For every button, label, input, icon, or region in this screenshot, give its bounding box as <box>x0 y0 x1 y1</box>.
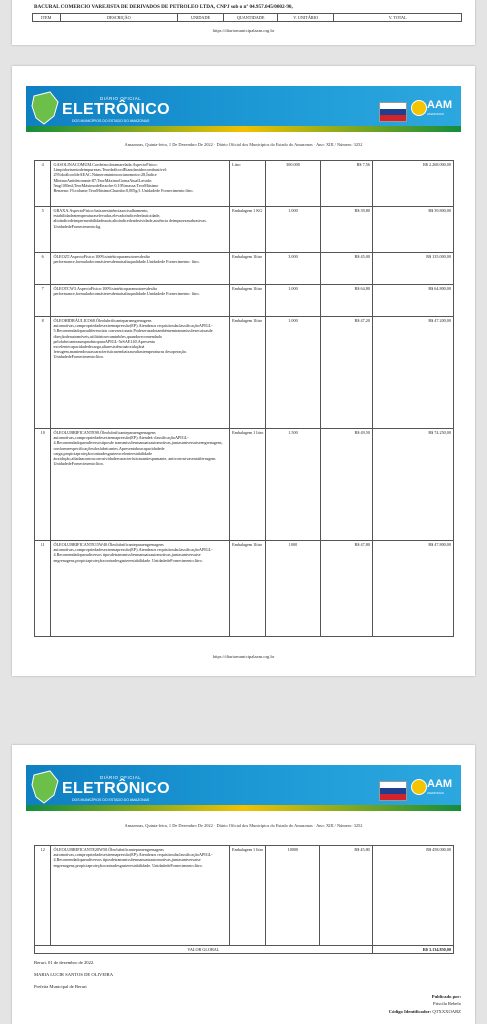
cell-unit: Litro <box>230 161 266 207</box>
dateline: Amazonas, Quinta-feira, 1 De Dezembro De 2022 · Diário Oficial dos Municípios do Estado do Amazonas · Ano: XIII / Número: 3252 <box>124 823 363 828</box>
cell-qty: 1.000 <box>266 285 320 317</box>
header-table <box>32 13 462 22</box>
cell-item: 11 <box>35 541 51 637</box>
aam-logo <box>411 775 453 803</box>
cell-desc: ÓLEOLUBRIFICANTE15W40.Óleolubrificanteparaengrenagens automotivas,compropriedadesextremapressão(EP).Atendeaos requisitosdaclassificaçãoAPIGL-4.Recomendadoparadiversos tiposdetransmissõesmanuaisautomotivas,juntasuniversaise engrenagens,propiciaproteçãocontradesgasteeestabilidade. UnidadedeFornecimento:litro. <box>51 541 230 637</box>
cell-vu: R$ 7,56 <box>320 161 372 207</box>
col-desc: DESCRIÇÃO <box>60 14 177 22</box>
aam-subtext: AMAZONAS <box>427 791 444 795</box>
cell-vu: R$ 39,80 <box>320 207 372 253</box>
amazon-map-icon <box>30 769 60 805</box>
state-flag-icon <box>379 781 407 801</box>
gazette-banner <box>26 765 461 811</box>
total-value: R$ 3.134.850,00 <box>372 946 453 954</box>
code-label: Código Identificador: <box>388 1009 432 1014</box>
cell-unit: Embalagem 1litro <box>230 253 266 285</box>
brand-subtitle: DOS MUNICÍPIOS DO ESTADO DO AMAZONAS <box>72 119 150 123</box>
aam-circle-icon <box>411 779 427 795</box>
table-row <box>35 429 454 541</box>
company-line: BACURAL COMERCIO VAREJISTA DE DERIVADOS DE PETROLEO LTDA, CNPJ sob o nº 04.957.045/0002-90, <box>34 4 293 10</box>
place-date: Beruri, 01 de dezembro de 2022. <box>34 960 95 965</box>
cell-item: 7 <box>35 285 51 317</box>
aam-circle-icon <box>411 100 427 116</box>
cell-qty: 1.000 <box>266 317 320 429</box>
cell-qty: 1000 <box>266 541 320 637</box>
cell-item: 10 <box>35 429 51 541</box>
cell-item: 4 <box>35 161 51 207</box>
cell-vt: R$ 39.800,00 <box>372 207 453 253</box>
col-item: ITEM <box>33 14 61 22</box>
site-link[interactable]: https://diariomunicipalaam.org.br <box>212 28 275 33</box>
table-row <box>35 846 454 946</box>
cell-desc: ÓLEOHIDRÁULICO68.Óleolubrificanteparaengrenagens automotivas,compropriedadesextremapressão(EP).Atendeaos requisitosdaclassificaçãoAPIGL-5.Recomendadoparadiferenciais convencionais.Podeserusadotambémemtransmissõesecaixasde direçãodeautomóveis,utilitáriosecaminhões,quandorecomendado pelofabricanteaumprodutoparaAPIGL-5eSAE140.Apresenta excelentecapacidadedecarga,altaresistênciaàoxidaçãoà ferrugem,mantendosuascaracterísticasembaixasealtastemperaturas desoperação. UnidadedeFornecimento:litro. <box>51 317 230 429</box>
cell-item: 5 <box>35 207 51 253</box>
banner-ribbon <box>26 805 461 811</box>
cell-vu: R$ 47,80 <box>320 541 372 637</box>
col-unit: UNIDADE <box>178 14 224 22</box>
cell-desc: ÓLEOLUBRIFICANTE20W50.Óleolubrificanteparaengrenagens automotivas,compropriedadesextremapressão(EP).Atendeaos requisitosdaclassificaçãoAPIGL-4.Recomendadoparadiversos tiposdetransmissõesmanuaisautomotivas,juntasuniversaise engrenagens,propiciaproteçãocontradesgasteeestabilidade. UnidadedeFornecimento:litro. <box>51 846 230 946</box>
site-link[interactable]: https://diariomunicipalaam.org.br <box>212 654 275 659</box>
code-value: QTXXXOABZ <box>432 1009 461 1014</box>
cell-unit: Embalagem 1litro <box>230 541 266 637</box>
aam-text: AAM <box>427 99 453 111</box>
table-row <box>35 253 454 285</box>
items-table <box>34 160 454 637</box>
cell-qty: 10000 <box>266 846 320 946</box>
brand-small: DIÁRIO OFICIAL <box>100 96 142 101</box>
cell-desc: ÓLEOTCW3.AspectoFísico:100%sintéticoparamotoresdealta performance,formuladocomásteresdemaisaltaqualidade.Unidadede Fornecimento: litro. <box>51 285 230 317</box>
cell-unit: Embalagem 1litro <box>230 317 266 429</box>
banner-ribbon <box>26 126 461 132</box>
cell-vt: R$ 47.800,00 <box>372 541 453 637</box>
cell-unit: Embalagem 1 litro <box>230 846 266 946</box>
state-flag-icon <box>379 102 407 122</box>
total-label: VALOR GLOBAL <box>35 946 373 954</box>
aam-subtext: AMAZONAS <box>427 112 444 116</box>
gazette-brand <box>62 775 170 802</box>
cell-qty: 1.500 <box>266 429 320 541</box>
gazette-brand <box>62 96 170 123</box>
table-row <box>35 317 454 429</box>
cell-item: 6 <box>35 253 51 285</box>
cell-qty: 300.000 <box>266 161 320 207</box>
aam-text: AAM <box>427 778 453 790</box>
table-row <box>35 541 454 637</box>
cell-unit: Embalagem 1 KG <box>230 207 266 253</box>
code-line <box>389 1009 461 1014</box>
brand-title: ELETRÔNICO <box>62 101 170 118</box>
cell-vu: R$ 64,80 <box>320 285 372 317</box>
gazette-banner <box>26 86 461 132</box>
cell-vt: R$ 135.000,00 <box>372 253 453 285</box>
cell-vt: R$ 2.268.000,00 <box>372 161 453 207</box>
cell-vt: R$ 458.000,00 <box>372 846 453 946</box>
page-3 <box>12 745 475 1024</box>
cell-desc: ÓLEO2T.AspectoFísico:100%sintéticoparamotoresdealto performance,formuladocomásteresdemaisaltaqualidade.Unidadede Fornecimento: litro. <box>51 253 230 285</box>
cell-vu: R$ 49,50 <box>320 429 372 541</box>
cell-vu: R$ 47,20 <box>320 317 372 429</box>
col-qty: QUANTIDADE <box>223 14 277 22</box>
cell-desc: ÓLEOLUBRIFICANTE90.Óleolubrificanteparaengrenagens automotivas,compropriedadesextremapressão(EP).Atendeà classificaçãoAPIGL-4.Recomendadoparadiversostiposde transmissõesmanuaisautomotivas,juntasuniversaiseengrenagens, conformeespecificaçõesdosfabricantes.Apresentaboacapacidadede carga,propiciaproteçãocontradesgasteexcelenteestabilidade àoxidação,aliadaacontracorrosividadeecaracterísticasantiespumante, anticorrosivaseantiferrugem. UnidadedeFornecimento:litro. <box>51 429 230 541</box>
table-row <box>35 161 454 207</box>
cell-vu: R$ 45,00 <box>320 253 372 285</box>
cell-unit: Embalagem 1litro <box>230 285 266 317</box>
cell-qty: 1.000 <box>266 207 320 253</box>
table-row <box>35 207 454 253</box>
page-fragment-top <box>12 0 475 45</box>
cell-vu: R$ 45,80 <box>320 846 372 946</box>
cell-item: 12 <box>35 846 51 946</box>
brand-title: ELETRÔNICO <box>62 780 170 797</box>
total-row <box>35 946 454 954</box>
cell-desc: GASOLINACOMUM.Cordeincoloramarelada.AspectoFísico: Límpidoeisentodeimpurezas.TeordeálcoolEtanolanidrocombustível: 25%doálcooldeAEAC.Númerominimooctanomotor:28,Índice MínimoAntidetonante:87;TeorMáximoGomaAtualLavado: 5mg/100ml;TeorMáximodeEnxofre:0,10%massa;TeorMáximo Benzeno:1%volume;TeorMáximoChumbo:0,005g/l. Unidadede Fornecimento:litro. <box>51 161 230 207</box>
table-row <box>35 285 454 317</box>
col-vu: V. UNITÁRIO <box>278 14 334 22</box>
cell-vt: R$ 74.250,00 <box>372 429 453 541</box>
cell-vt: R$ 47.200,00 <box>372 317 453 429</box>
brand-subtitle: DOS MUNICÍPIOS DO ESTADO DO AMAZONAS <box>72 798 150 802</box>
cell-vt: R$ 64.800,00 <box>372 285 453 317</box>
aam-logo <box>411 96 453 124</box>
cell-unit: Embalagem 1 litro <box>230 429 266 541</box>
amazon-map-icon <box>30 90 60 126</box>
published-by-label: Publicado por: <box>431 994 461 999</box>
dateline: Amazonas, Quinta-feira, 1 De Dezembro De 2022 · Diário Oficial dos Municípios do Estado do Amazonas · Ano: XIII / Número: 3252 <box>124 142 363 147</box>
brand-small: DIÁRIO OFICIAL <box>100 775 142 780</box>
published-by: Priscila Rebelo <box>433 1001 461 1006</box>
cell-qty: 3.000 <box>266 253 320 285</box>
cell-item: 8 <box>35 317 51 429</box>
signer-name: MARIA LUCIR SANTOS DE OLIVEIRA <box>34 972 114 977</box>
items-table <box>34 845 454 954</box>
signer-role: Prefeita Municipal de Beruri <box>34 984 87 989</box>
col-vt: V. TOTAL <box>334 14 462 22</box>
page-2 <box>12 66 475 676</box>
cell-desc: GRAXA.AspectoFísico:baixaresistênciaaocisalhamento, estabilidadeatemperaturaselevadas,elevadoíndicedeelasticidade, altoíndicedeimpermeabilidadeaoár,altoíndicedeadesividade,ausência deimpurezasabrasivas. UnidadedeFornecimento:kg. <box>51 207 230 253</box>
